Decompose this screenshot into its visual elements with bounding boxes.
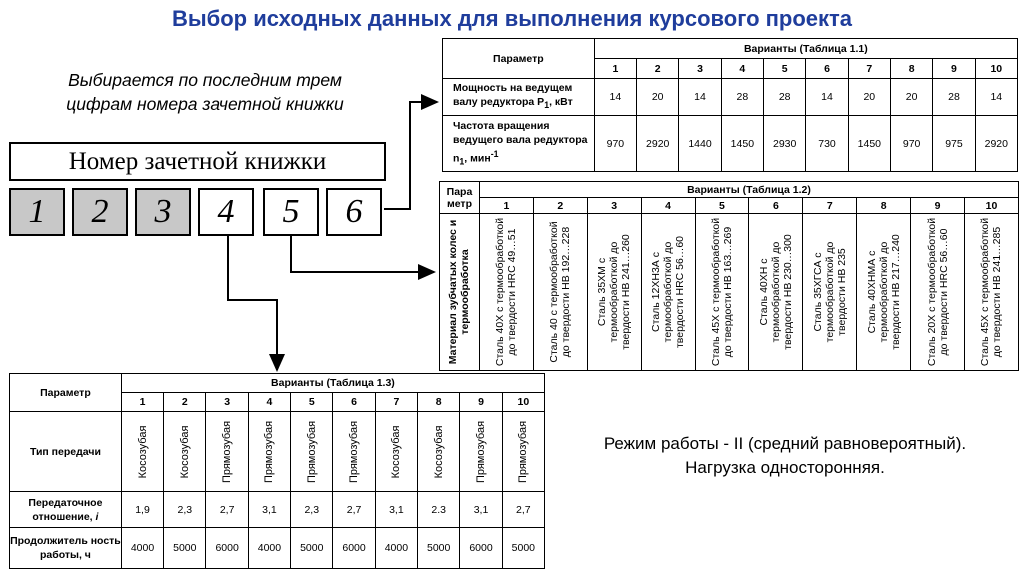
variant-number: 3 — [206, 393, 248, 412]
variant-number: 6 — [749, 198, 803, 214]
variant-number: 4 — [641, 198, 695, 214]
table-cell: Сталь 35ХМ с термообработкой до твердости НВ 241…260 — [587, 214, 641, 371]
variant-number: 9 — [911, 198, 965, 214]
operating-mode-line: Режим работы - II (средний равновероятный). — [603, 434, 967, 453]
variant-number: 8 — [890, 59, 932, 79]
table-cell: Прямозубая — [206, 412, 248, 492]
variant-number: 8 — [857, 198, 911, 214]
variant-number: 3 — [679, 59, 721, 79]
table-cell: 2930 — [764, 116, 806, 172]
table-cell: Косозубая — [121, 412, 163, 492]
variant-number: 9 — [460, 393, 502, 412]
table-cell: 2.3 — [418, 492, 460, 528]
table-cell: Косозубая — [375, 412, 417, 492]
table-cell: 4000 — [121, 528, 163, 569]
variant-number: 2 — [164, 393, 206, 412]
table-cell: Сталь 12ХН3А с термообработкой до твердости HRC 56…60 — [641, 214, 695, 371]
table-cell: 730 — [806, 116, 848, 172]
table-1-1 — [442, 38, 1018, 172]
load-type-line: Нагрузка односторонняя. — [685, 458, 885, 477]
row-label-gear-ratio: Передаточное отношение, i — [10, 492, 122, 528]
variant-number: 5 — [764, 59, 806, 79]
digit-box-5: 5 — [263, 188, 319, 236]
table-cell: 5000 — [164, 528, 206, 569]
table-cell: 6000 — [206, 528, 248, 569]
table-1-1-variants-header: Варианты (Таблица 1.1) — [594, 39, 1017, 59]
arrow-digit6-to-table-1-1 — [384, 102, 437, 209]
table-cell: 20 — [848, 79, 890, 116]
table-cell: 28 — [764, 79, 806, 116]
table-1-3-param-header: Параметр — [10, 374, 122, 412]
variant-number: 7 — [803, 198, 857, 214]
table-cell: 2,7 — [206, 492, 248, 528]
table-cell: Прямозубая — [248, 412, 290, 492]
table-cell: 1,9 — [121, 492, 163, 528]
table-cell: 14 — [975, 79, 1017, 116]
variant-number: 3 — [587, 198, 641, 214]
table-1-2-param-header: Пара метр — [440, 182, 480, 214]
table-cell: 2,7 — [502, 492, 544, 528]
arrow-digit4-to-table-1-3 — [228, 236, 277, 370]
table-cell: Сталь 45Х с термообработкой до твердости НВ 163…269 — [695, 214, 749, 371]
table-cell: 975 — [933, 116, 975, 172]
table-cell: 28 — [933, 79, 975, 116]
variant-number: 4 — [248, 393, 290, 412]
table-cell: 5000 — [502, 528, 544, 569]
table-cell: 14 — [594, 79, 636, 116]
variant-number: 1 — [121, 393, 163, 412]
table-cell: 2,3 — [291, 492, 333, 528]
variant-number: 10 — [502, 393, 544, 412]
table-cell: Сталь 40ХНМА с термообработкой до твердости НВ 217…240 — [857, 214, 911, 371]
digit-box-2: 2 — [72, 188, 128, 236]
table-cell: Сталь 45Х с термообработкой до твердости НВ 241…285 — [964, 214, 1018, 371]
table-cell: 4000 — [248, 528, 290, 569]
variant-number: 5 — [695, 198, 749, 214]
table-cell: 20 — [637, 79, 679, 116]
table-cell: Сталь 40ХН с термообработкой до твердости НВ 230…300 — [749, 214, 803, 371]
record-book-label: Номер зачетной книжки — [9, 142, 386, 181]
table-cell: 4000 — [375, 528, 417, 569]
table-cell: Прямозубая — [502, 412, 544, 492]
table-cell: 1450 — [721, 116, 763, 172]
table-cell: 5000 — [418, 528, 460, 569]
variant-number: 7 — [375, 393, 417, 412]
table-cell: Прямозубая — [460, 412, 502, 492]
table-cell: Прямозубая — [291, 412, 333, 492]
table-cell: 1440 — [679, 116, 721, 172]
table-cell: 2920 — [975, 116, 1017, 172]
table-cell: 3,1 — [460, 492, 502, 528]
table-cell: 970 — [594, 116, 636, 172]
variant-number: 10 — [975, 59, 1017, 79]
variant-number: 6 — [333, 393, 375, 412]
variant-number: 6 — [806, 59, 848, 79]
row-label-material: Материал зубчатых колес и термообработка — [440, 214, 480, 371]
arrow-digit5-to-table-1-2 — [291, 236, 434, 272]
table-cell: 20 — [890, 79, 932, 116]
variant-number: 2 — [637, 59, 679, 79]
table-1-3-variants-header: Варианты (Таблица 1.3) — [121, 374, 544, 393]
table-cell: 6000 — [460, 528, 502, 569]
row-label-duration: Продолжитель ность работы, ч — [10, 528, 122, 569]
table-cell: Сталь 20Х с термообработкой до твердости HRC 56…60 — [911, 214, 965, 371]
digit-box-4: 4 — [198, 188, 254, 236]
digit-box-6: 6 — [326, 188, 382, 236]
table-1-2 — [439, 181, 1019, 371]
variant-number: 2 — [533, 198, 587, 214]
table-cell: 6000 — [333, 528, 375, 569]
table-cell: Сталь 40 с термообработкой до твердости НВ 192…228 — [533, 214, 587, 371]
table-cell: 970 — [890, 116, 932, 172]
table-1-2-variants-header: Варианты (Таблица 1.2) — [479, 182, 1018, 198]
table-cell: 3,1 — [375, 492, 417, 528]
table-cell: Прямозубая — [333, 412, 375, 492]
table-cell: 1450 — [848, 116, 890, 172]
table-cell: 2920 — [637, 116, 679, 172]
variant-number: 1 — [594, 59, 636, 79]
page-title: Выбор исходных данных для выполнения курсового проекта — [171, 6, 853, 31]
operating-mode-note — [560, 432, 1010, 480]
variant-number: 1 — [479, 198, 533, 214]
table-1-3 — [9, 373, 545, 569]
table-cell: 14 — [806, 79, 848, 116]
table-cell: 5000 — [291, 528, 333, 569]
variant-number: 7 — [848, 59, 890, 79]
table-cell: 14 — [679, 79, 721, 116]
table-cell: 3,1 — [248, 492, 290, 528]
table-cell: Косозубая — [164, 412, 206, 492]
row-label-rotation-speed: Частота вращения ведущего вала редуктора $n_1$, мин$^{-1}$ — [443, 116, 595, 172]
variant-number: 4 — [721, 59, 763, 79]
variant-number: 10 — [964, 198, 1018, 214]
table-1-1-param-header: Параметр — [443, 39, 595, 79]
row-label-power: Мощность на ведущем валу редуктора $P_1$, кВт — [443, 79, 595, 116]
row-label-gear-type: Тип передачи — [10, 412, 122, 492]
table-cell: 2,3 — [164, 492, 206, 528]
variant-number: 9 — [933, 59, 975, 79]
digit-box-3: 3 — [135, 188, 191, 236]
subtitle: Выбирается по последним трем цифрам номера зачетной книжки — [66, 70, 344, 114]
table-cell: Сталь 40Х с термообработкой до твердости HRC 49…51 — [479, 214, 533, 371]
digit-box-1: 1 — [9, 188, 65, 236]
variant-number: 8 — [418, 393, 460, 412]
table-cell: 28 — [721, 79, 763, 116]
variant-number: 5 — [291, 393, 333, 412]
table-cell: Косозубая — [418, 412, 460, 492]
table-cell: 2,7 — [333, 492, 375, 528]
table-cell: Сталь 35ХГСА с термообработкой до твердости НВ 235 — [803, 214, 857, 371]
